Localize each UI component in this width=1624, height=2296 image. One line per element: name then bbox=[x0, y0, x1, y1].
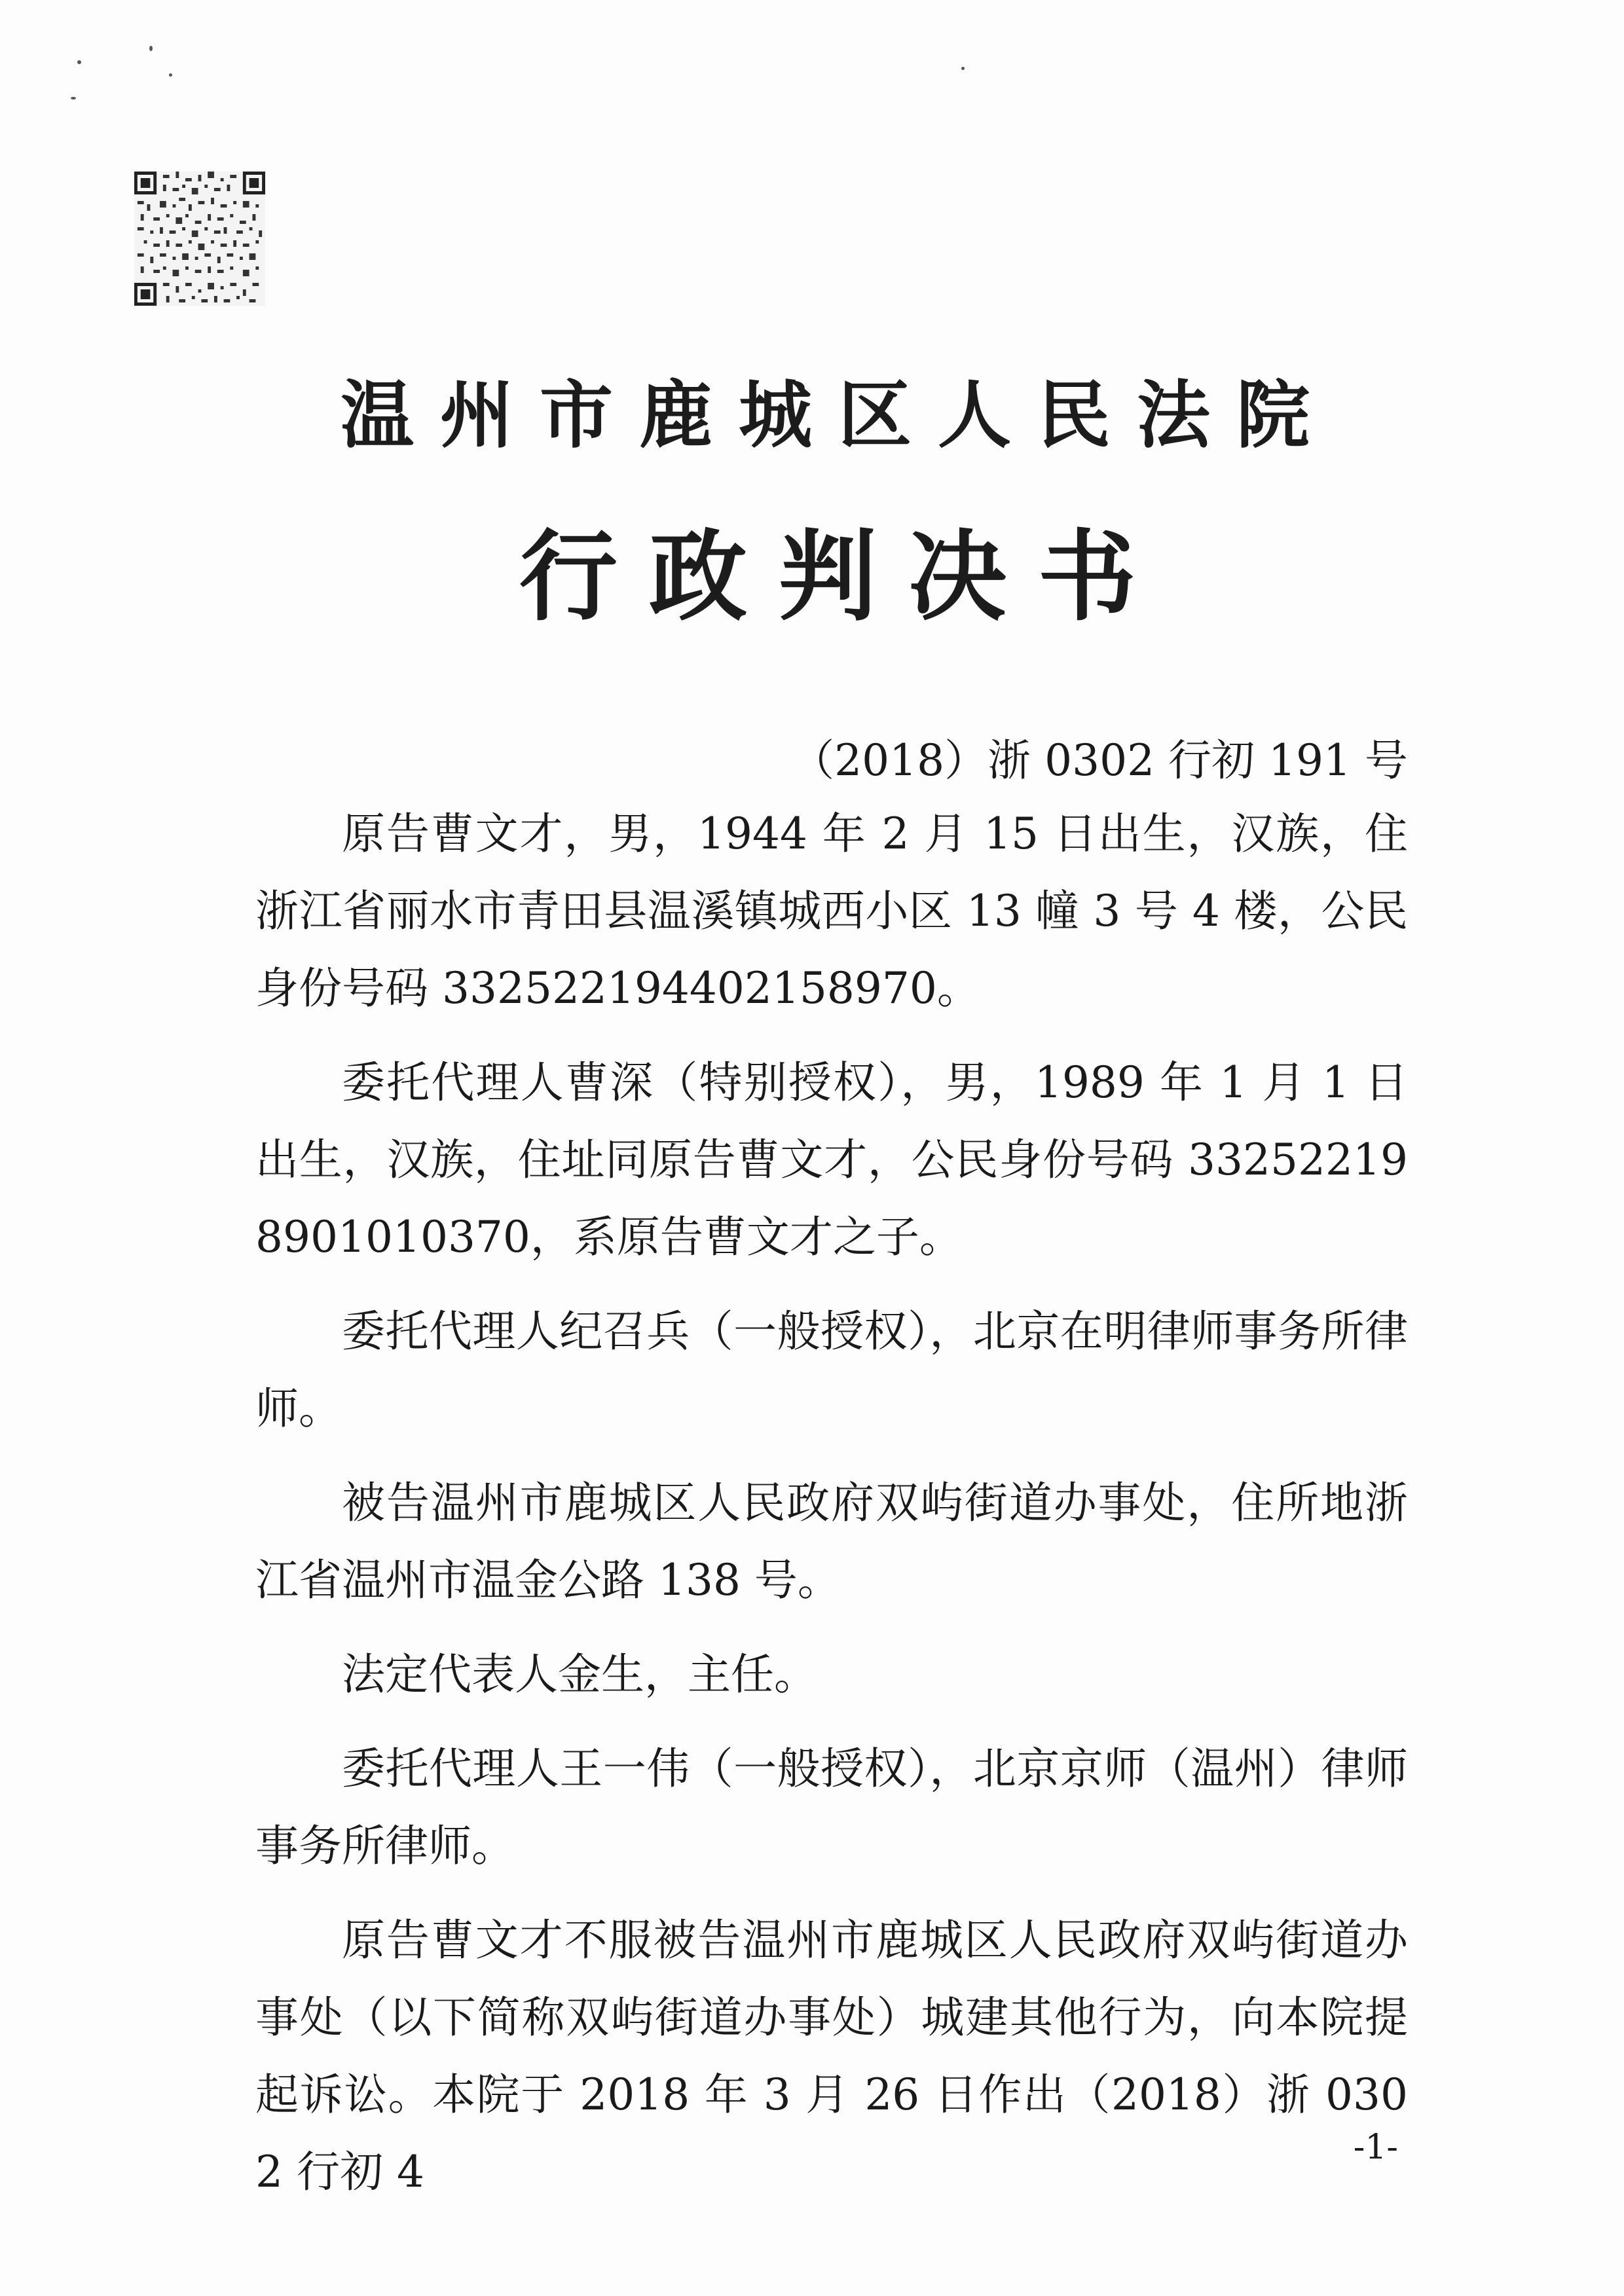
scan-speck bbox=[961, 67, 965, 70]
document-body bbox=[255, 795, 1408, 2228]
scan-speck bbox=[77, 60, 81, 64]
scan-speck bbox=[169, 73, 172, 77]
paragraph-case-background: 原告曹文才不服被告温州市鹿城区人民政府双屿街道办事处（以下简称双屿街道办事处）城建其他行为，向本院提起诉讼。本院于 2018 年 3 月 26 日作出（2018）浙 0302 行初 4 bbox=[255, 1915, 1408, 2197]
court-name: 温州市鹿城区人民法院 bbox=[341, 373, 1336, 458]
paragraph-plaintiff-agent-2: 委托代理人纪召兵（一般授权），北京在明律师事务所律师。 bbox=[255, 1306, 1408, 1434]
page-number: -1- bbox=[1353, 2128, 1398, 2167]
scan-speck bbox=[71, 97, 76, 100]
paragraph-legal-representative: 法定代表人金生，主任。 bbox=[342, 1649, 817, 1700]
case-number: （2018）浙 0302 行初 191 号 bbox=[791, 735, 1408, 786]
paragraph-plaintiff-agent-1: 委托代理人曹深（特别授权），男，1989 年 1 月 1 日出生，汉族，住址同原告曹文才，公民身份号码 332522198901010370，系原告曹文才之子。 bbox=[255, 1057, 1408, 1262]
paragraph-plaintiff: 原告曹文才，男，1944 年 2 月 15 日出生，汉族，住浙江省丽水市青田县温溪镇城西小区 13 幢 3 号 4 楼，公民身份号码 332522194402158970。 bbox=[255, 809, 1408, 1013]
scan-speck bbox=[149, 46, 153, 51]
paragraph-defendant: 被告温州市鹿城区人民政府双屿街道办事处，住所地浙江省温州市温金公路 138 号。 bbox=[255, 1478, 1408, 1605]
document-type-title: 行政判决书 bbox=[519, 520, 1168, 634]
qr-code-icon bbox=[134, 172, 265, 306]
paragraph-defendant-agent: 委托代理人王一伟（一般授权），北京京师（温州）律师事务所律师。 bbox=[255, 1743, 1408, 1871]
